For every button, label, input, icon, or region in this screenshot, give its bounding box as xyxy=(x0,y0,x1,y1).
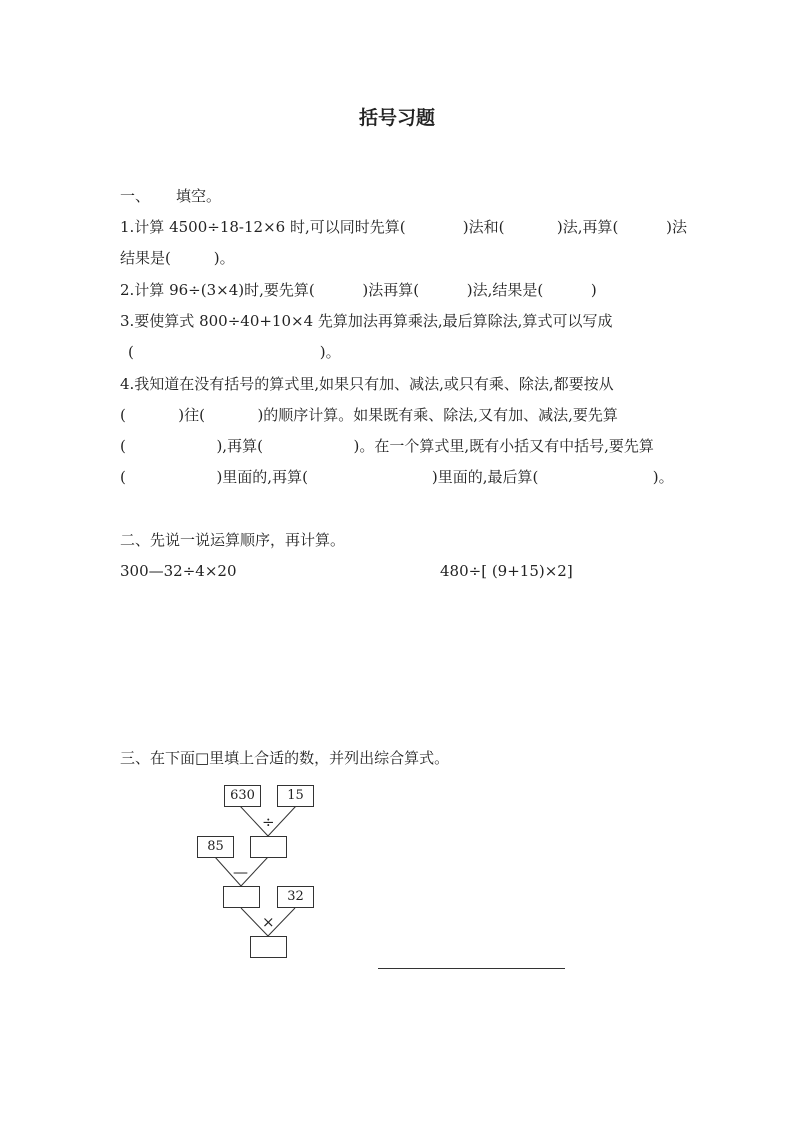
section2-expression-1: 300—32÷4×20 xyxy=(120,562,237,580)
question4-line1: 4.我知道在没有括号的算式里,如果只有加、减法,或只有乘、除法,都要按从 xyxy=(120,375,614,393)
question4-line3: ( ),再算( )。在一个算式里,既有小括又有中括号,要先算 xyxy=(120,437,654,455)
question2: 2.计算 96÷(3×4)时,要先算( )法再算( )法,结果是( ) xyxy=(120,281,597,299)
section1-heading-text: 填空。 xyxy=(176,187,222,205)
subtraction-operator: — xyxy=(233,863,248,881)
tree-blank-box-difference[interactable] xyxy=(223,886,260,908)
question4-line4: ( )里面的,再算( )里面的,最后算( )。 xyxy=(120,468,674,486)
tree-box-85: 85 xyxy=(197,836,234,858)
tree-blank-box-product[interactable] xyxy=(250,936,287,958)
question4-line2: ( )往( )的顺序计算。如果既有乘、除法,又有加、减法,要先算 xyxy=(120,406,618,424)
combined-expression-answer-line[interactable] xyxy=(378,968,565,969)
division-operator: ÷ xyxy=(262,813,275,831)
tree-blank-box-quotient[interactable] xyxy=(250,836,287,858)
tree-box-630: 630 xyxy=(224,785,261,807)
section2-expression-2: 480÷[ (9+15)×2] xyxy=(440,562,573,580)
tree-box-32: 32 xyxy=(277,886,314,908)
question3-line2: ( )。 xyxy=(128,343,341,361)
page-title: 括号习题 xyxy=(358,107,435,129)
multiplication-operator: × xyxy=(262,913,275,931)
section2-heading: 二、先说一说运算顺序，再计算。 xyxy=(120,531,346,549)
question1-line2: 结果是( )。 xyxy=(120,249,235,267)
question1-line1: 1.计算 4500÷18-12×6 时,可以同时先算( )法和( )法,再算( )法 xyxy=(120,218,687,236)
section3-heading: 三、在下面□里填上合适的数，并列出综合算式。 xyxy=(120,749,450,767)
question3-line1: 3.要使算式 800÷40+10×4 先算加法再算乘法,最后算除法,算式可以写成 xyxy=(120,312,613,330)
section1-heading-number: 一、 xyxy=(120,187,151,205)
tree-box-15: 15 xyxy=(277,785,314,807)
